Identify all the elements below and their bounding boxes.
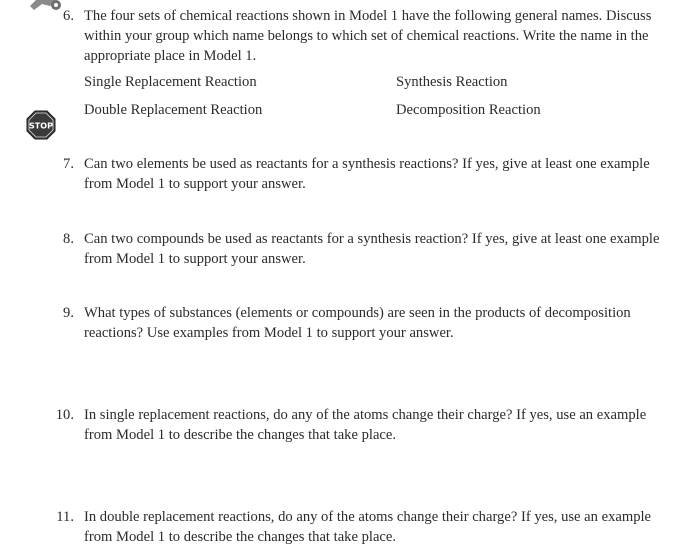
reaction-name-double: Double Replacement Reaction <box>84 102 263 118</box>
question-line: What types of substances (elements or compounds) are seen in the products of decomposition <box>84 305 631 321</box>
reaction-name-decomposition: Decomposition Reaction <box>396 102 541 118</box>
question-line: from Model 1 to describe the changes that take place. <box>84 529 397 545</box>
question-line: appropriate place in Model 1. <box>84 48 257 64</box>
question-line: within your group which name belongs to which set of chemical reactions. Write the name in the <box>84 28 649 44</box>
question-line: Can two compounds be used as reactants for a synthesis reaction? If yes, give at least one example <box>84 231 660 247</box>
question-line: from Model 1 to describe the changes that take place. <box>84 427 397 443</box>
question-text <box>84 507 700 547</box>
question-line: In single replacement reactions, do any of the atoms change their charge? If yes, use an example <box>84 407 647 423</box>
question-line: reactions? Use examples from Model 1 to support your answer. <box>84 325 454 341</box>
question-line: from Model 1 to support your answer. <box>84 251 306 267</box>
question-line: In double replacement reactions, do any of the atoms change their charge? If yes, use an example <box>84 509 652 525</box>
question-number: 10. <box>55 407 74 423</box>
question-line: The four sets of chemical reactions shown in Model 1 have the following general names. Discuss <box>84 8 652 24</box>
question-text <box>84 229 700 269</box>
question-line: from Model 1 to support your answer. <box>84 176 306 192</box>
question-number: 11. <box>56 509 74 525</box>
question-number: 9. <box>63 305 74 321</box>
question-number: 6. <box>63 8 74 24</box>
question-number: 7. <box>63 156 74 172</box>
stop-sign-icon <box>26 110 56 140</box>
question-text <box>84 6 700 66</box>
question-line: Can two elements be used as reactants for a synthesis reactions? If yes, give at least one example <box>84 156 650 172</box>
stop-sign-label: STOP <box>29 121 53 131</box>
reaction-name-synthesis: Synthesis Reaction <box>396 74 508 90</box>
question-text <box>84 303 700 343</box>
question-number: 8. <box>63 231 74 247</box>
reaction-name-single: Single Replacement Reaction <box>84 74 257 90</box>
question-text <box>84 405 700 445</box>
question-text <box>84 154 700 194</box>
